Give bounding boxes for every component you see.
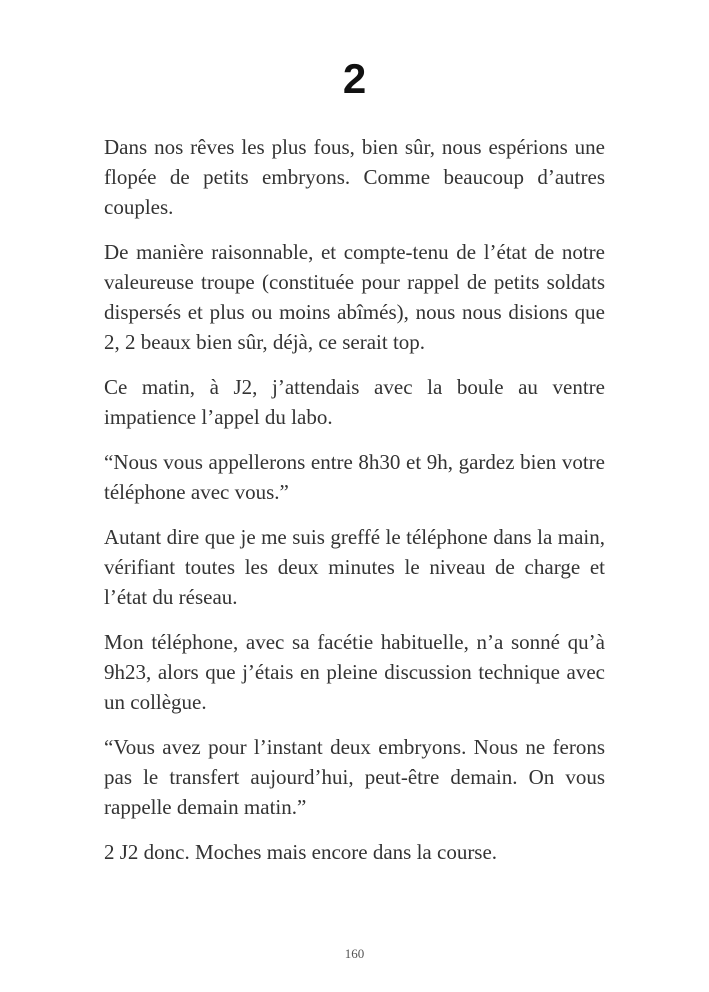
page-number: 160 [344, 946, 365, 961]
chapter-heading: 2 [342, 55, 367, 102]
body-paragraph: 2 J2 donc. Moches mais encore dans la course. [104, 840, 498, 865]
body-paragraph: Dans nos rêves les plus fous, bien sûr, nous espérions une flopée de petits embryons. Comme beaucoup d’autres couples. [104, 135, 605, 220]
body-text [104, 132, 605, 867]
body-paragraph: De manière raisonnable, et compte-tenu de l’état de notre valeureuse troupe (constituée pour rappel de petits soldats dispersés et plus ou moins abîmés), nous nous disions que 2, 2 beaux bien sûr, déjà, ce serait top. [104, 240, 605, 355]
body-paragraph: “Vous avez pour l’instant deux embryons. Nous ne ferons pas le transfert aujourd’hui, peut-être demain. On vous rappelle demain matin.” [104, 735, 605, 820]
body-paragraph: Mon téléphone, avec sa facétie habituelle, n’a sonné qu’à 9h23, alors que j’étais en pleine discussion technique avec un collègue. [104, 630, 605, 715]
body-paragraph: Autant dire que je me suis greffé le téléphone dans la main, vérifiant toutes les deux minutes le niveau de charge et l’état du réseau. [104, 525, 605, 610]
body-paragraph: Ce matin, à J2, j’attendais avec la boule au ventre impatience l’appel du labo. [104, 375, 605, 430]
body-paragraph: “Nous vous appellerons entre 8h30 et 9h, gardez bien votre téléphone avec vous.” [104, 450, 605, 505]
